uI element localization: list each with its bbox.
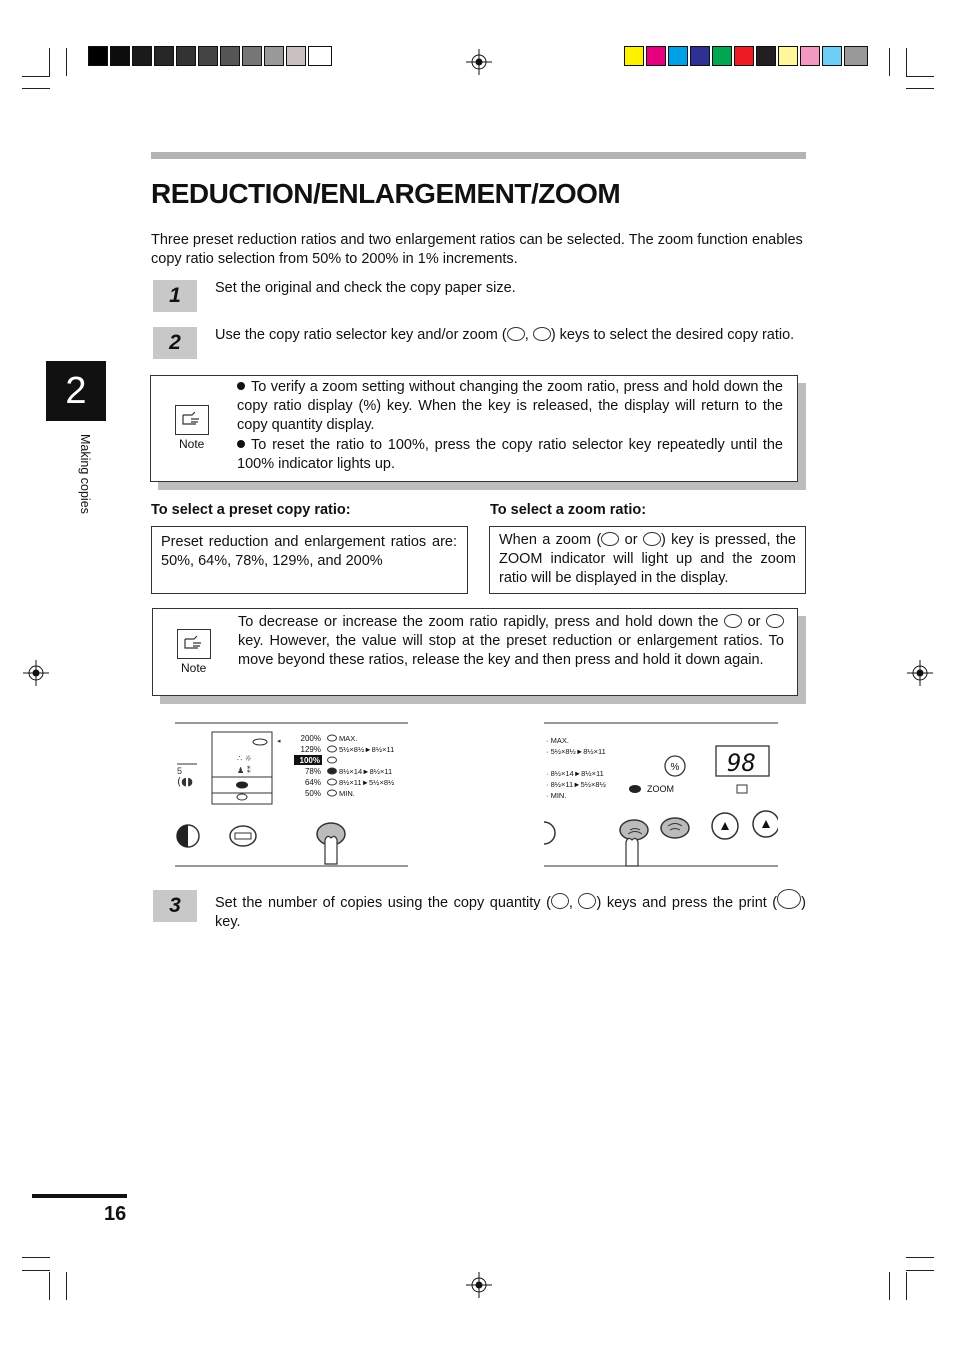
pointing-hand-icon bbox=[177, 629, 211, 659]
svg-text:♟ ⁑: ♟ ⁑ bbox=[237, 766, 251, 775]
ratio-indicator bbox=[328, 757, 337, 763]
size-label: MAX. bbox=[339, 734, 358, 743]
copy-display-value: 98 bbox=[727, 749, 756, 777]
page-number-rule bbox=[32, 1194, 127, 1198]
ratio-label: 64% bbox=[304, 778, 321, 787]
chapter-tab: 2 bbox=[46, 361, 106, 421]
svg-text:◂: ◂ bbox=[277, 737, 281, 745]
size-label: · 5½×8½►8½×11 bbox=[546, 747, 606, 756]
note-box-1 bbox=[150, 375, 798, 482]
title-rule bbox=[151, 152, 806, 159]
svg-text:(◖◗: (◖◗ bbox=[177, 775, 193, 788]
note-1-bullet-2: To reset the ratio to 100%, press the copy ratio selector key repeatedly until the 100% indicator lights up. bbox=[237, 437, 783, 472]
preset-heading: To select a preset copy ratio: bbox=[151, 502, 351, 518]
ratio-label: 78% bbox=[304, 767, 321, 776]
zoom-panel-illustration bbox=[544, 722, 778, 868]
ratio-label: 200% bbox=[300, 734, 321, 743]
panel-number: 5 bbox=[177, 766, 183, 776]
zoom-down-key-icon bbox=[507, 327, 525, 341]
size-label: 5½×8½►8½×11 bbox=[339, 745, 395, 754]
section-label: Making copies bbox=[78, 434, 92, 514]
size-label: · MIN. bbox=[546, 791, 567, 800]
ratio-indicator bbox=[328, 746, 337, 752]
step-2-number: 2 bbox=[153, 327, 197, 359]
size-label: MIN. bbox=[339, 789, 355, 798]
zoom-up-key-icon bbox=[766, 614, 784, 628]
print-key-icon bbox=[777, 889, 801, 909]
note-1-bullet-1: To verify a zoom setting without changing the zoom ratio, press and hold down the copy ratio display (%) key. When the key is released, the display will return to the copy quantity display. bbox=[237, 379, 783, 433]
zoom-indicator-label: ZOOM bbox=[647, 784, 674, 794]
zoom-heading: To select a zoom ratio: bbox=[490, 502, 647, 518]
zoom-box: When a zoom ( or ) key is pressed, the ZOOM indicator will light up and the zoom ratio will be displayed in the display. bbox=[489, 526, 806, 594]
size-label: · 8½×14►8½×11 bbox=[546, 769, 604, 778]
note-2-text: To decrease or increase the zoom ratio rapidly, press and hold down the or key. However, the value will stop at the preset reduction or enlargement ratios. To move beyond these ratios, release the key and then press and hold it down again. bbox=[238, 614, 784, 668]
pointing-hand-icon bbox=[175, 405, 209, 435]
zoom-down-key-icon bbox=[601, 532, 619, 546]
ratio-label: 100% bbox=[299, 756, 320, 765]
preset-text: Preset reduction and enlargement ratios are: 50%, 64%, 78%, 129%, and 200% bbox=[161, 534, 457, 569]
zoom-down-key-icon bbox=[724, 614, 742, 628]
ratio-indicator bbox=[328, 768, 337, 774]
note-box-2 bbox=[152, 608, 798, 696]
step-1-number: 1 bbox=[153, 280, 197, 312]
size-label: 8½×11►5½×8½ bbox=[339, 778, 395, 787]
ratio-indicator bbox=[328, 779, 337, 785]
intro-paragraph: Three preset reduction ratios and two enlargement ratios can be selected. The zoom function enables copy ratio selection from 50% to 200% in 1% increments. bbox=[151, 232, 803, 267]
quantity-down-key-icon bbox=[578, 893, 596, 909]
step-3-number: 3 bbox=[153, 890, 197, 922]
step-1-text: Set the original and check the copy paper size. bbox=[215, 280, 516, 296]
step-2-text: Use the copy ratio selector key and/or zoom ( , ) keys to select the desired copy ratio. bbox=[215, 327, 795, 343]
ratio-indicator bbox=[328, 790, 337, 796]
preset-box bbox=[151, 526, 468, 594]
size-label: 8½×14►8½×11 bbox=[339, 767, 393, 776]
size-label: · MAX. bbox=[546, 736, 569, 745]
percent-key-label: % bbox=[670, 762, 680, 773]
ratio-indicator bbox=[328, 735, 337, 741]
zoom-up-key-icon bbox=[533, 327, 551, 341]
zoom-up-key-icon bbox=[643, 532, 661, 546]
quantity-up-key-icon bbox=[551, 893, 569, 909]
note-label: Note bbox=[179, 437, 205, 451]
note-label: Note bbox=[181, 661, 207, 675]
page-number: 16 bbox=[104, 1203, 127, 1225]
ratio-label: 50% bbox=[304, 789, 321, 798]
copy-ratio-panel-illustration bbox=[175, 722, 408, 868]
svg-text:∴ ☼: ∴ ☼ bbox=[237, 754, 252, 763]
ratio-label: 129% bbox=[300, 745, 321, 754]
step-3-text: Set the number of copies using the copy quantity ( , ) keys and press the print ( ) key. bbox=[215, 889, 806, 932]
page-title: REDUCTION/ENLARGEMENT/ZOOM bbox=[151, 178, 621, 209]
size-label: · 8½×11►5½×8½ bbox=[546, 780, 606, 789]
